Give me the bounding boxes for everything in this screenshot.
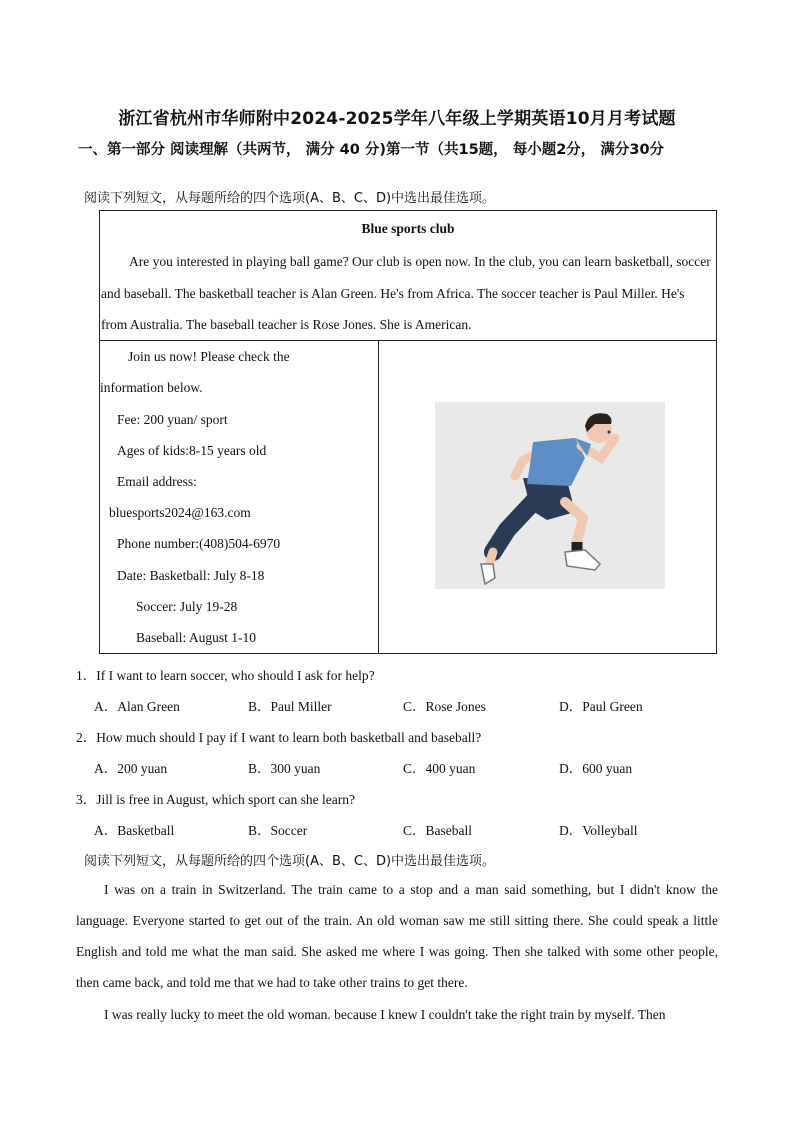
ad-intro-text: Are you interested in playing ball game? Our club is open now. In the club, you can learn basketball, soccer and baseball. The basketball teacher is Alan Green. He's from Africa. The soccer teacher is Paul Miller. He's from Australia. The baseball teacher is Rose Jones. She is American. — [101, 254, 711, 332]
email-value: bluesports2024@163.com — [109, 505, 251, 520]
q1-option-d[interactable]: D．Paul Green — [559, 699, 643, 714]
runner-icon — [435, 402, 665, 589]
q2-option-b[interactable]: B．300 yuan — [248, 761, 321, 776]
section-heading: 一、第一部分 阅读理解（共两节， 满分 40 分)第一节（共15题， 每小题2分， 满分30分 — [78, 142, 665, 158]
q2-option-a[interactable]: A．200 yuan — [94, 761, 168, 776]
q1-option-c[interactable]: C．Rose Jones — [403, 699, 486, 714]
date-basketball: Date: Basketball: July 8-18 — [117, 568, 265, 583]
join-line-1: Join us now! Please check the — [128, 349, 290, 364]
ad-top-section — [100, 211, 716, 341]
q1-option-a[interactable]: A．Alan Green — [94, 699, 180, 714]
ages-line: Ages of kids:8-15 years old — [117, 443, 267, 458]
passage-paragraph-2: I was really lucky to meet the old woman. because I knew I couldn't take the right train by myself. Then — [104, 1007, 666, 1022]
instruction-text-2: 阅读下列短文，从每题所给的四个选项(A、B、C、D)中选出最佳选项。 — [84, 854, 496, 869]
date-baseball: Baseball: August 1-10 — [136, 630, 256, 645]
ad-image-panel — [379, 340, 716, 653]
phone-line: Phone number:(408)504-6970 — [117, 536, 281, 551]
question-1: 1．If I want to learn soccer, who should I ask for help? — [76, 668, 375, 683]
runner-image — [435, 402, 665, 589]
q2-option-d[interactable]: D．600 yuan — [559, 761, 633, 776]
q3-option-a[interactable]: A．Basketball — [94, 823, 175, 838]
advertisement-box — [99, 210, 717, 654]
email-label: Email address: — [117, 474, 197, 489]
question-2: 2．How much should I pay if I want to learn both basketball and baseball? — [76, 730, 482, 745]
ad-intro — [101, 246, 713, 341]
q3-option-d[interactable]: D．Volleyball — [559, 823, 638, 838]
join-line-2: information below. — [100, 380, 203, 395]
ad-info-panel — [100, 340, 379, 653]
date-soccer: Soccer: July 19-28 — [136, 599, 238, 614]
q3-option-c[interactable]: C．Baseball — [403, 823, 472, 838]
q3-option-b[interactable]: B．Soccer — [248, 823, 308, 838]
instruction-text: 阅读下列短文，从每题所给的四个选项(A、B、C、D)中选出最佳选项。 — [84, 191, 496, 206]
fee-line: Fee: 200 yuan/ sport — [117, 412, 228, 427]
passage-paragraph-1: I was on a train in Switzerland. The train came to a stop and a man said something, but I didn't know the language. Everyone started to get out of the train. An old woman saw me still sitting there. She could speak a little English and told me what the man said. She asked me where I was going. Then she talked with some other people, then came back, and told me that we had to take other trains to get there. — [76, 882, 718, 990]
q2-option-c[interactable]: C．400 yuan — [403, 761, 476, 776]
q1-option-b[interactable]: B．Paul Miller — [248, 699, 332, 714]
question-3: 3．Jill is free in August, which sport can she learn? — [76, 792, 355, 807]
page-title: 浙江省杭州市华师附中2024-2025学年八年级上学期英语10月月考试题 — [118, 109, 676, 129]
ad-title: Blue sports club — [361, 221, 455, 236]
